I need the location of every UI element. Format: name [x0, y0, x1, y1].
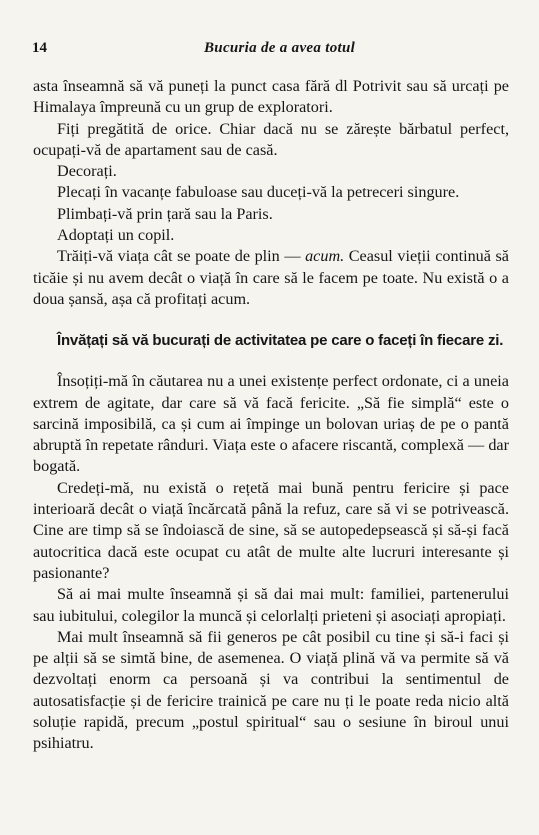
- emphasis-text: acum.: [305, 247, 345, 266]
- text-run: Trăiți-vă viața cât se poate de plin —: [57, 247, 306, 266]
- paragraph: Plecați în vacanțe fabuloase sau duceți-vă la petreceri singure.: [57, 183, 460, 202]
- paragraph: Să ai mai multe înseamnă și să dai mai mult: familiei, partenerului sau iubitului, colegilor la muncă și celorlalți prieteni și asociați apropiați.: [33, 585, 509, 625]
- text-run: Ceasul vieții continuă să ticăie și nu avem decât o viață în care să le facem pe toate. Nu există o a doua șansă, așa că profitați acum.: [33, 247, 509, 308]
- running-title: Bucuria de a avea totul: [204, 40, 356, 56]
- paragraph: [33, 246, 509, 310]
- paragraph: Plimbați-vă prin țară sau la Paris.: [57, 204, 273, 223]
- paragraph: Credeți-mă, nu există o rețetă mai bună pentru fericire și pace interioară decât o viață încărcată până la refuz, care să vi se potrivească. Cine are timp să se îndoiască de sine, să se autopedepsească și să-și facă autocritica dacă este ocupat cu atât de multe alte lucruri interesante și pasionante?: [33, 478, 509, 582]
- paragraph: Însoțiți-mă în căutarea nu a unei existențe perfect ordonate, ci a uneia extrem de agitate, dar care să vă facă fericite. „Să fie simplă“ este o sarcină imposibilă, ca și cum ai împinge un bolovan uriaș de pe o pantă abruptă în repetate rânduri. Viața este o afacere riscantă, complexă — dar bogată.: [33, 372, 509, 476]
- paragraph: Mai mult înseamnă să fii generos pe cât posibil cu tine și să-i faci și pe alții să se simtă bine, de asemenea. O viață plină vă va permite să vă dezvoltați enorm ca persoană și va contribui la sentimentul de autosatisfacție și de fericire trainică pe care nu ți le poate reda nicio altă soluție rapidă, precum „postul spiritual“ sau o sesiune în biroul unui psihiatru.: [33, 627, 509, 753]
- paragraph: asta înseamnă să vă puneți la punct casa fără dl Potrivit sau să urcați pe Himalaya împreună cu un grup de exploratori.: [33, 77, 509, 117]
- paragraph: Adoptați un copil.: [57, 226, 175, 245]
- paragraph: Decorați.: [57, 162, 117, 181]
- page-header: [0, 40, 539, 60]
- page-number: 14: [32, 40, 47, 56]
- paragraph: Fiți pregătită de orice. Chiar dacă nu se zărește bărbatul perfect, ocupați-vă de apartament sau de casă.: [33, 119, 509, 159]
- body-text: [33, 76, 509, 755]
- section-heading: Învățați să vă bucurați de activitatea pe care o faceți în fiecare zi.: [57, 332, 504, 350]
